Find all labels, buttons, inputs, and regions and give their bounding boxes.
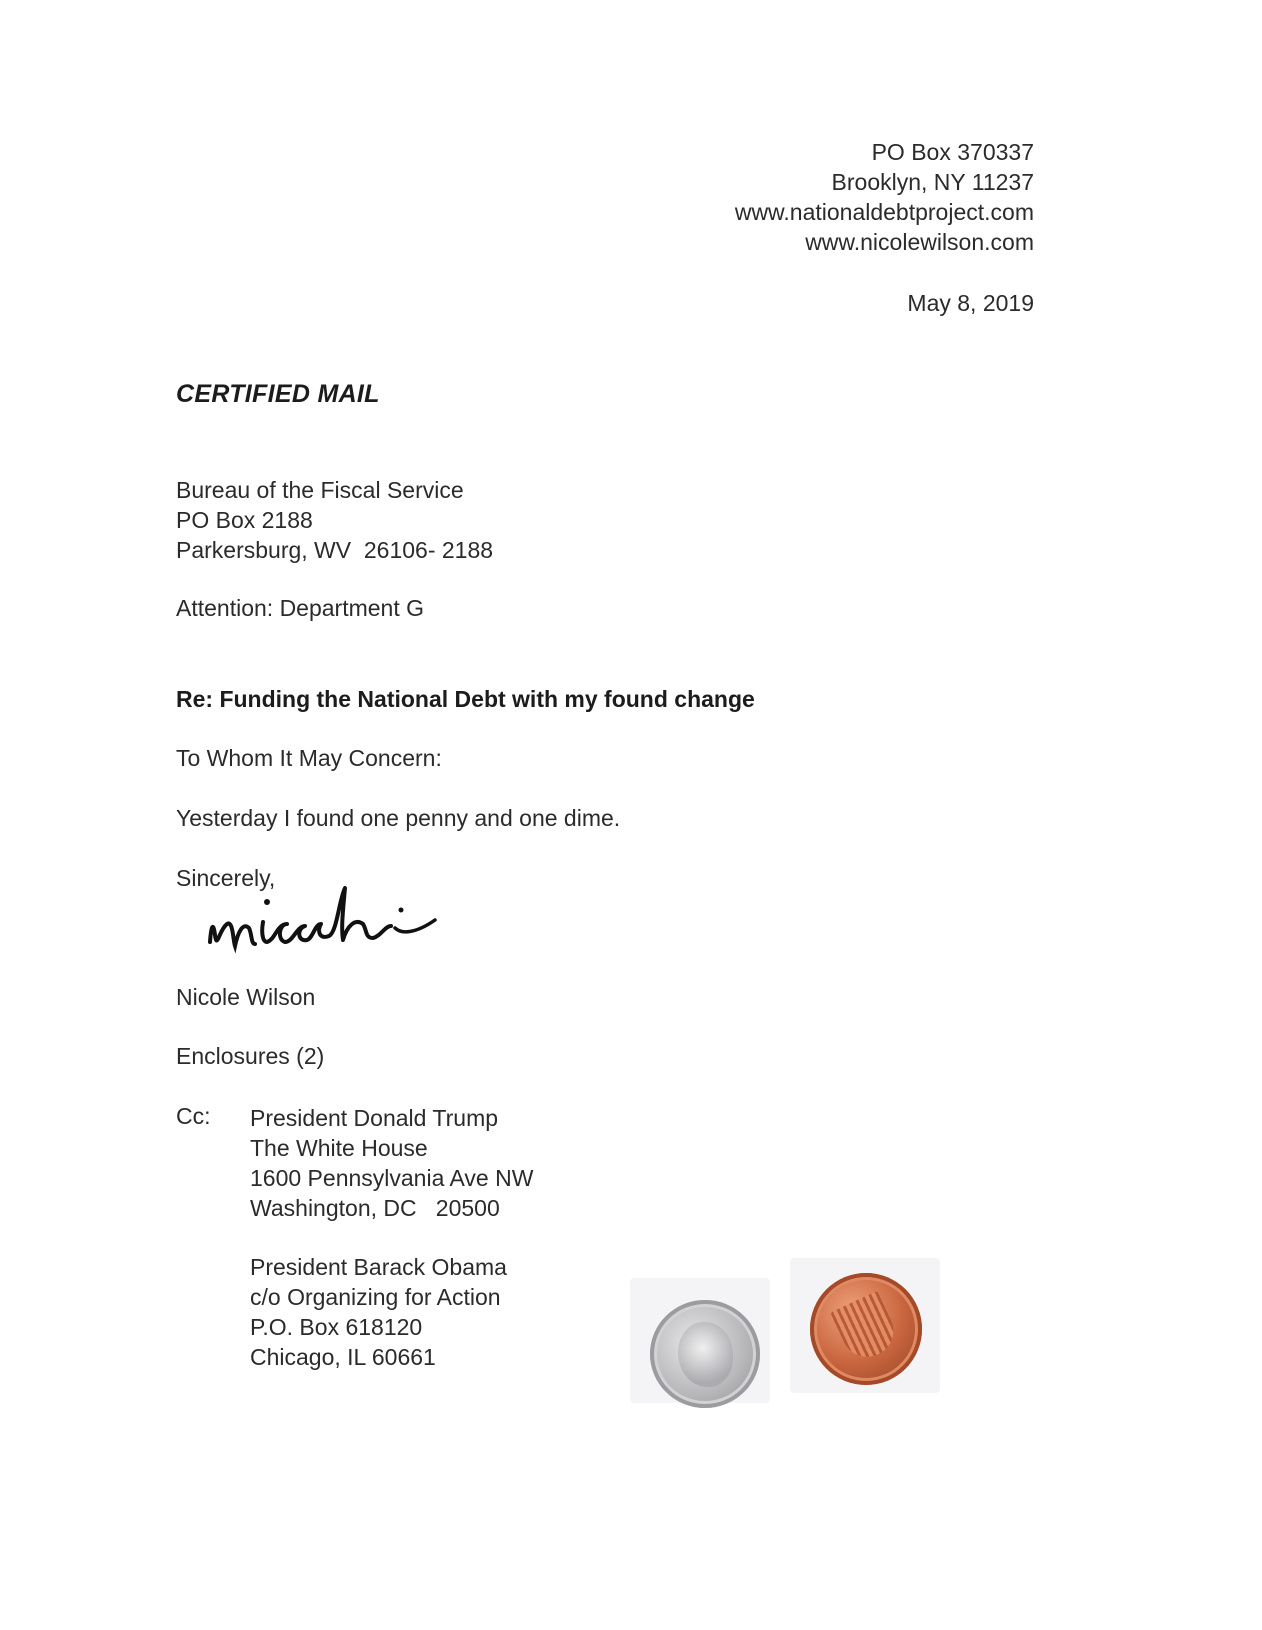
cc-label: Cc: — [176, 1103, 211, 1129]
sender-address — [735, 137, 1034, 257]
subject-line: Re: Funding the National Debt with my found change — [176, 686, 755, 712]
attention-line: Attention: Department G — [176, 595, 425, 621]
taped-coins — [630, 1258, 950, 1408]
letter-body: Yesterday I found one penny and one dime. — [176, 805, 621, 831]
recipient-address-line: Bureau of the Fiscal Service — [176, 477, 464, 503]
cc-address-line: 1600 Pennsylvania Ave NW — [250, 1165, 534, 1191]
penny-shield-icon — [830, 1291, 902, 1366]
certified-mail-heading: CERTIFIED MAIL — [176, 380, 380, 408]
sender-website-link[interactable]: www.nationaldebtproject.com — [734, 199, 1034, 225]
penny-coin-icon — [810, 1273, 922, 1385]
letter-date: May 8, 2019 — [907, 290, 1034, 316]
recipient-address — [176, 475, 493, 565]
cc-address-line: Washington, DC 20500 — [250, 1195, 500, 1221]
cc-recipient — [250, 1103, 533, 1223]
recipient-address-line: PO Box 2188 — [176, 507, 313, 533]
closing: Sincerely, — [176, 865, 276, 891]
signer-name: Nicole Wilson — [176, 984, 316, 1010]
dime-coin-icon — [650, 1300, 760, 1408]
salutation: To Whom It May Concern: — [176, 745, 442, 771]
recipient-address-line: Parkersburg, WV 26106- 2188 — [176, 537, 494, 563]
cc-address-line: President Barack Obama — [250, 1254, 507, 1280]
sender-address-line: Brooklyn, NY 11237 — [831, 169, 1034, 195]
enclosures-note: Enclosures (2) — [176, 1043, 325, 1069]
sender-address-line: PO Box 370337 — [871, 139, 1034, 165]
cc-address-line: President Donald Trump — [250, 1105, 499, 1131]
cc-address-line: c/o Organizing for Action — [250, 1284, 501, 1310]
dime-portrait-icon — [678, 1322, 733, 1387]
signature-icon — [205, 880, 445, 970]
cc-recipient — [250, 1252, 507, 1372]
cc-address-line: Chicago, IL 60661 — [250, 1344, 436, 1370]
sender-website-link[interactable]: www.nicolewilson.com — [805, 229, 1034, 255]
cc-address-line: P.O. Box 618120 — [250, 1314, 423, 1340]
cc-address-line: The White House — [250, 1135, 428, 1161]
